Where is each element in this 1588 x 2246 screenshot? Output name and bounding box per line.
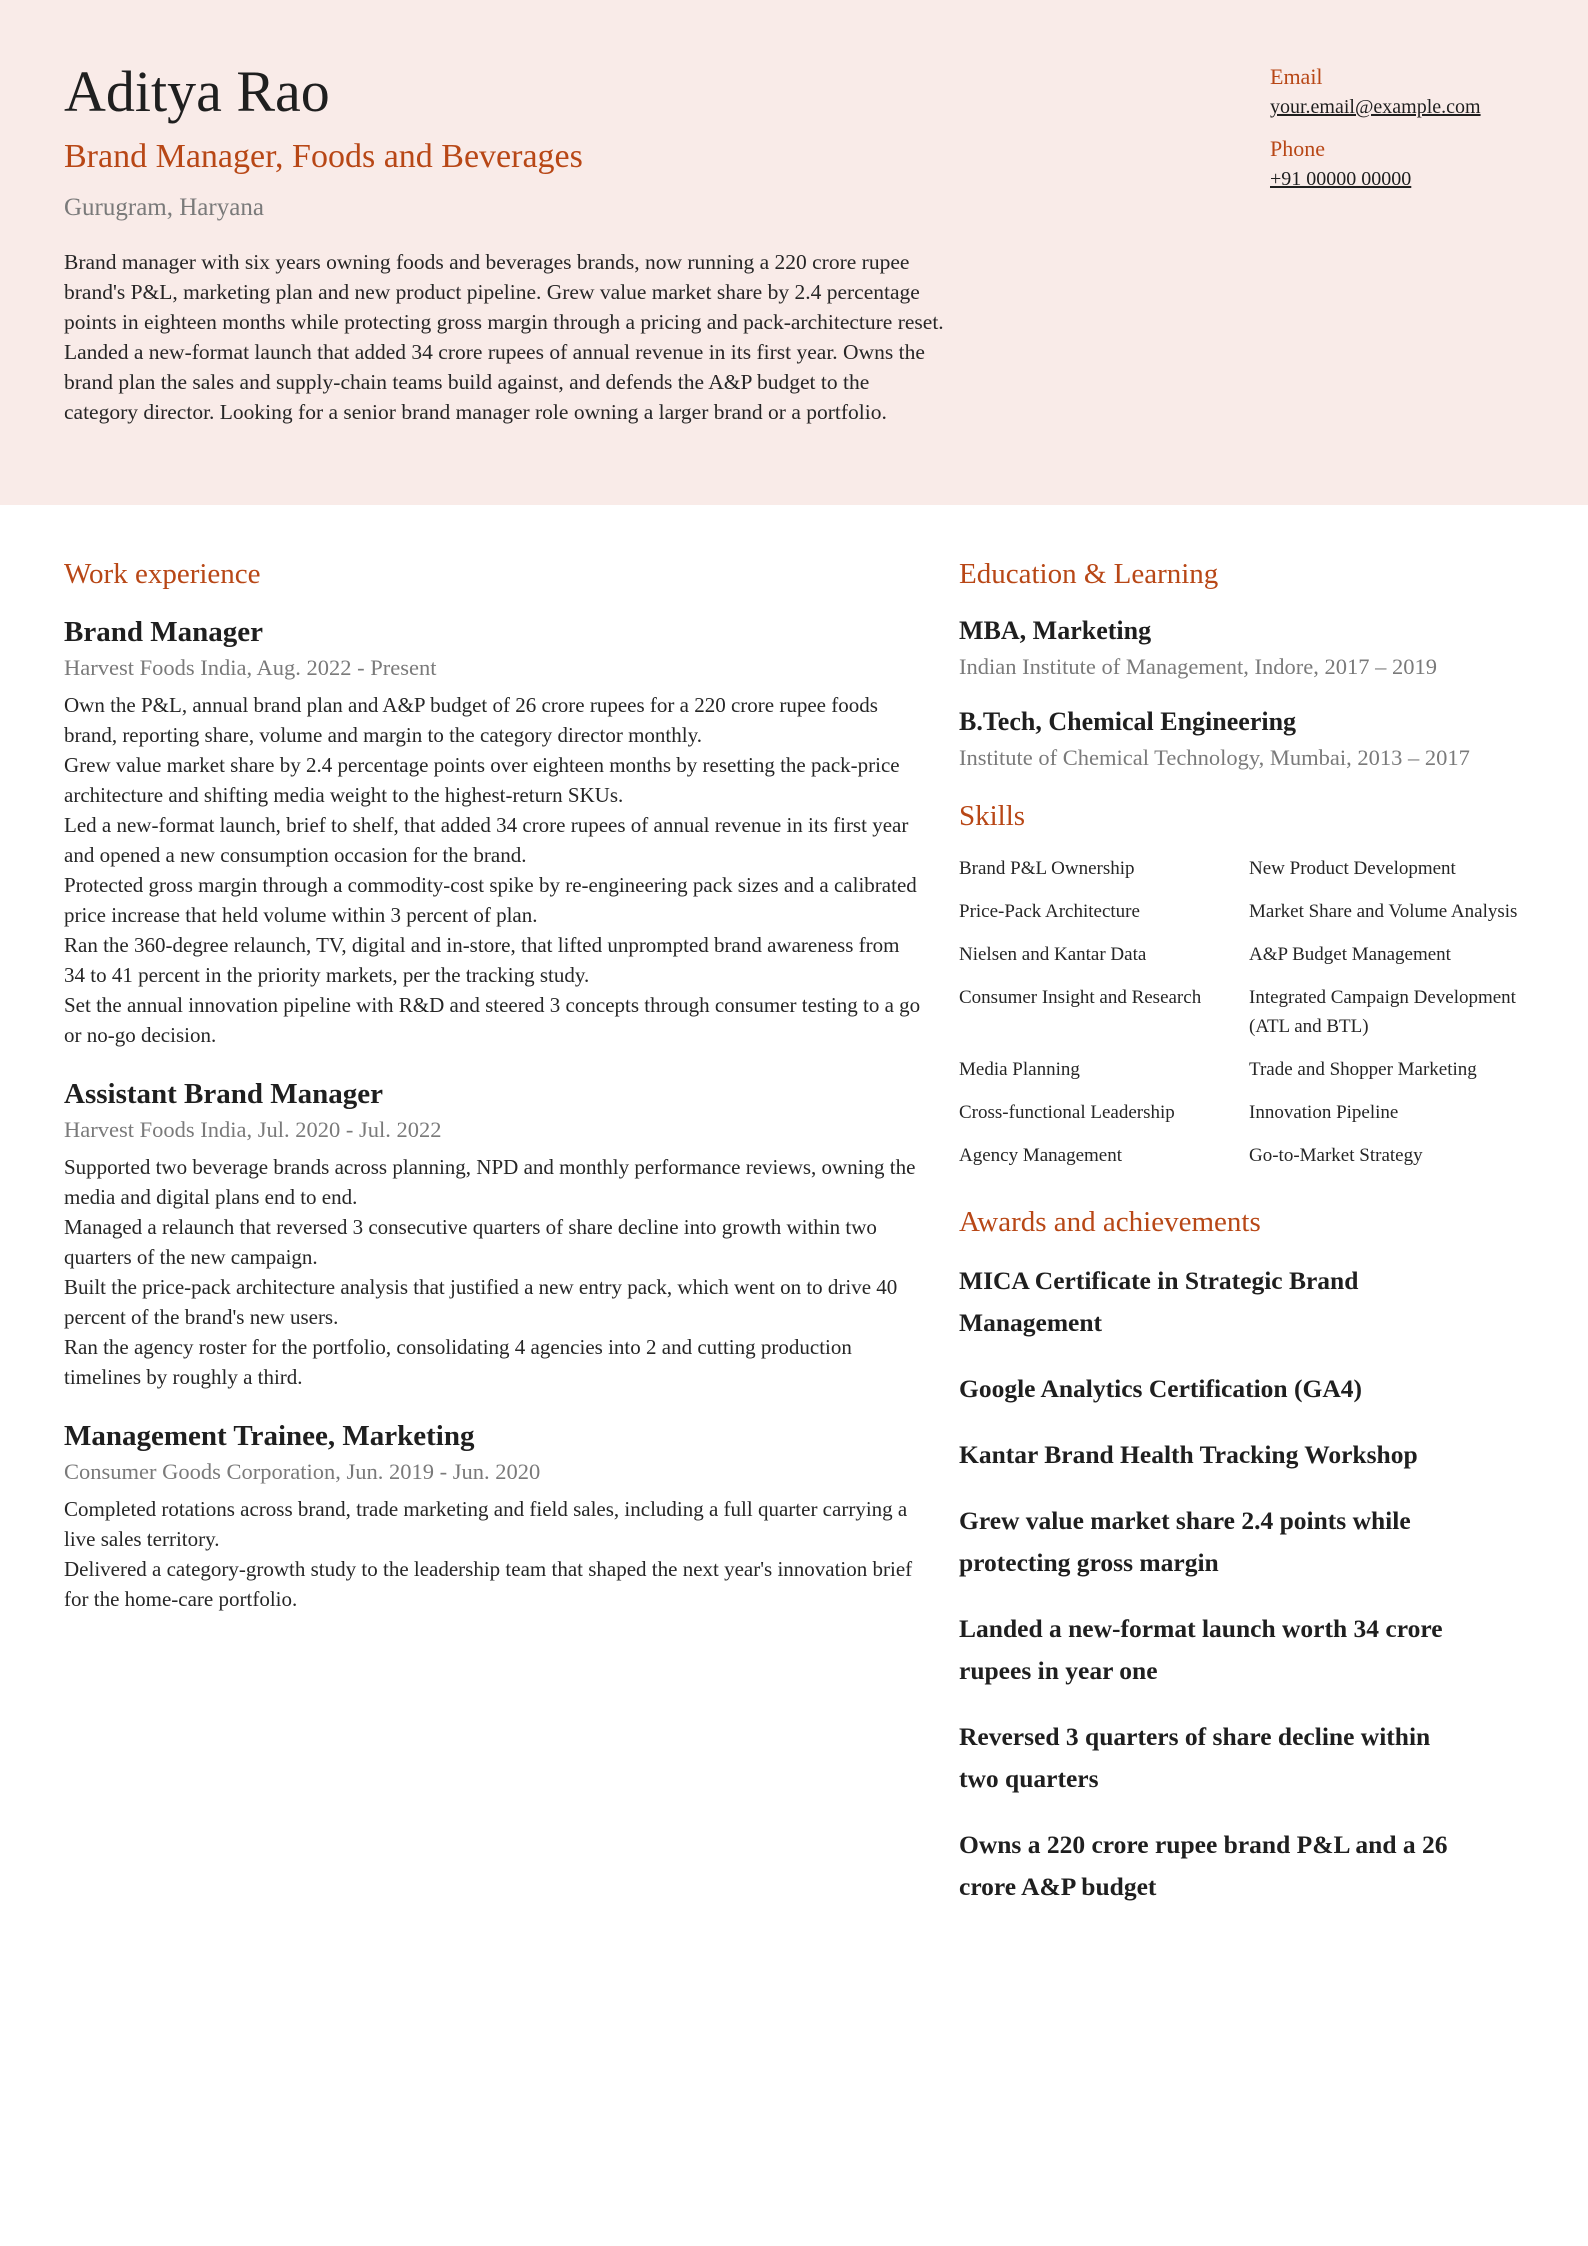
job-headline: Brand Manager, Foods and Beverages: [64, 138, 583, 175]
award-item: Google Analytics Certification (GA4): [959, 1374, 1362, 1403]
section-title-education: Education & Learning: [959, 558, 1219, 590]
degree: MBA, Marketing: [959, 616, 1152, 645]
skill-item: Trade and Shopper Marketing: [1249, 1059, 1477, 1080]
award-item: Reversed 3 quarters of share decline within two quarters: [959, 1722, 1431, 1793]
skill-item: Price-Pack Architecture: [959, 901, 1140, 922]
skill-item: Integrated Campaign Development (ATL and BTL): [1249, 987, 1516, 1037]
skill-item: Go-to-Market Strategy: [1249, 1145, 1423, 1166]
education-entry: [959, 703, 1549, 774]
job-entry: [64, 1416, 924, 1614]
skill-item: Agency Management: [959, 1145, 1123, 1166]
header-banner: [0, 0, 1588, 505]
job-title: Assistant Brand Manager: [64, 1078, 384, 1110]
job-bullet: Protected gross margin through a commodity-cost spike by re-engineering pack sizes and a calibrated price increase that held volume within 3 percent of plan.: [64, 873, 917, 927]
section-title-work: Work experience: [64, 558, 261, 590]
job-bullet: Supported two beverage brands across planning, NPD and monthly performance reviews, owning the media and digital plans end to end.: [64, 1155, 916, 1209]
skill-item: Consumer Insight and Research: [959, 987, 1202, 1008]
job-title: Management Trainee, Marketing: [64, 1420, 475, 1452]
job-bullet: Ran the 360-degree relaunch, TV, digital and in-store, that lifted unprompted brand awareness from 34 to 41 percent in the priority markets, per the tracking study.: [64, 933, 900, 987]
sidebar-column: [959, 552, 1549, 1932]
skill-item: Nielsen and Kantar Data: [959, 944, 1147, 965]
award-item: Landed a new-format launch worth 34 crore rupees in year one: [959, 1614, 1443, 1685]
award-item: Grew value market share 2.4 points while protecting gross margin: [959, 1506, 1411, 1577]
job-bullet: Led a new-format launch, brief to shelf, that added 34 crore rupees of annual revenue in its first year and opened a new consumption occasion for the brand.: [64, 813, 909, 867]
email-link[interactable]: your.email@example.com: [1270, 96, 1481, 118]
job-company-dates: Consumer Goods Corporation, Jun. 2019 - Jun. 2020: [64, 1459, 541, 1484]
job-company-dates: Harvest Foods India, Aug. 2022 - Present: [64, 655, 437, 680]
skills-list: [959, 854, 1549, 1170]
job-bullet: Grew value market share by 2.4 percentage points over eighteen months by resetting the pack-price architecture and shifting media weight to the highest-return SKUs.: [64, 753, 900, 807]
skill-item: Brand P&L Ownership: [959, 858, 1135, 879]
job-bullet: Completed rotations across brand, trade marketing and field sales, including a full quarter carrying a live sales territory.: [64, 1497, 908, 1551]
skill-item: Media Planning: [959, 1059, 1080, 1080]
job-bullet: Managed a relaunch that reversed 3 consecutive quarters of share decline into growth within two quarters of the new campaign.: [64, 1215, 877, 1269]
school-dates: Indian Institute of Management, Indore, 2017 – 2019: [959, 654, 1438, 679]
skill-item: Cross-functional Leadership: [959, 1102, 1175, 1123]
job-entry: [64, 612, 924, 1050]
work-experience-section: [64, 552, 924, 1638]
profile-summary: Brand manager with six years owning foods and beverages brands, now running a 220 crore rupee brand's P&L, marketing plan and new product pipeline. Grew value market share by 2.4 percentage points in eighteen months while protecting gross margin through a pricing and pack-architecture reset. Landed a new-format launch that added 34 crore rupees of annual revenue in its first year. Owns the brand plan the sales and supply-chain teams build against, and defends the A&P budget to the category director. Looking for a senior brand manager role owning a larger brand or a portfolio.: [64, 250, 944, 424]
location: Gurugram, Haryana: [64, 194, 264, 221]
job-bullet: Set the annual innovation pipeline with R&D and steered 3 concepts through consumer testing to a go or no-go decision.: [64, 993, 921, 1047]
job-bullet: Own the P&L, annual brand plan and A&P budget of 26 crore rupees for a 220 crore rupee foods brand, reporting share, volume and margin to the category director monthly.: [64, 693, 878, 747]
award-item: Owns a 220 crore rupee brand P&L and a 26 crore A&P budget: [959, 1830, 1448, 1901]
job-title: Brand Manager: [64, 616, 263, 648]
job-entry: [64, 1074, 924, 1392]
candidate-name: Aditya Rao: [64, 59, 330, 124]
skill-item: Innovation Pipeline: [1249, 1102, 1399, 1123]
award-item: MICA Certificate in Strategic Brand Management: [959, 1266, 1359, 1337]
job-bullet: Delivered a category-growth study to the leadership team that shaped the next year's innovation brief for the home-care portfolio.: [64, 1557, 913, 1611]
contact-block: [1270, 62, 1481, 206]
skill-item: Market Share and Volume Analysis: [1249, 901, 1518, 922]
section-title-skills: Skills: [959, 800, 1026, 832]
degree: B.Tech, Chemical Engineering: [959, 707, 1297, 736]
skill-item: A&P Budget Management: [1249, 944, 1451, 965]
education-entry: [959, 612, 1549, 683]
job-company-dates: Harvest Foods India, Jul. 2020 - Jul. 2022: [64, 1117, 442, 1142]
job-bullet: Ran the agency roster for the portfolio, consolidating 4 agencies into 2 and cutting production timelines by roughly a third.: [64, 1335, 852, 1389]
phone-link[interactable]: +91 00000 00000: [1270, 168, 1412, 190]
email-label: Email: [1270, 64, 1323, 89]
job-bullet: Built the price-pack architecture analysis that justified a new entry pack, which went on to drive 40 percent of the brand's new users.: [64, 1275, 898, 1329]
skill-item: New Product Development: [1249, 858, 1456, 879]
phone-label: Phone: [1270, 136, 1325, 161]
section-title-awards: Awards and achievements: [959, 1206, 1261, 1238]
school-dates: Institute of Chemical Technology, Mumbai, 2013 – 2017: [959, 745, 1470, 770]
award-item: Kantar Brand Health Tracking Workshop: [959, 1440, 1418, 1469]
